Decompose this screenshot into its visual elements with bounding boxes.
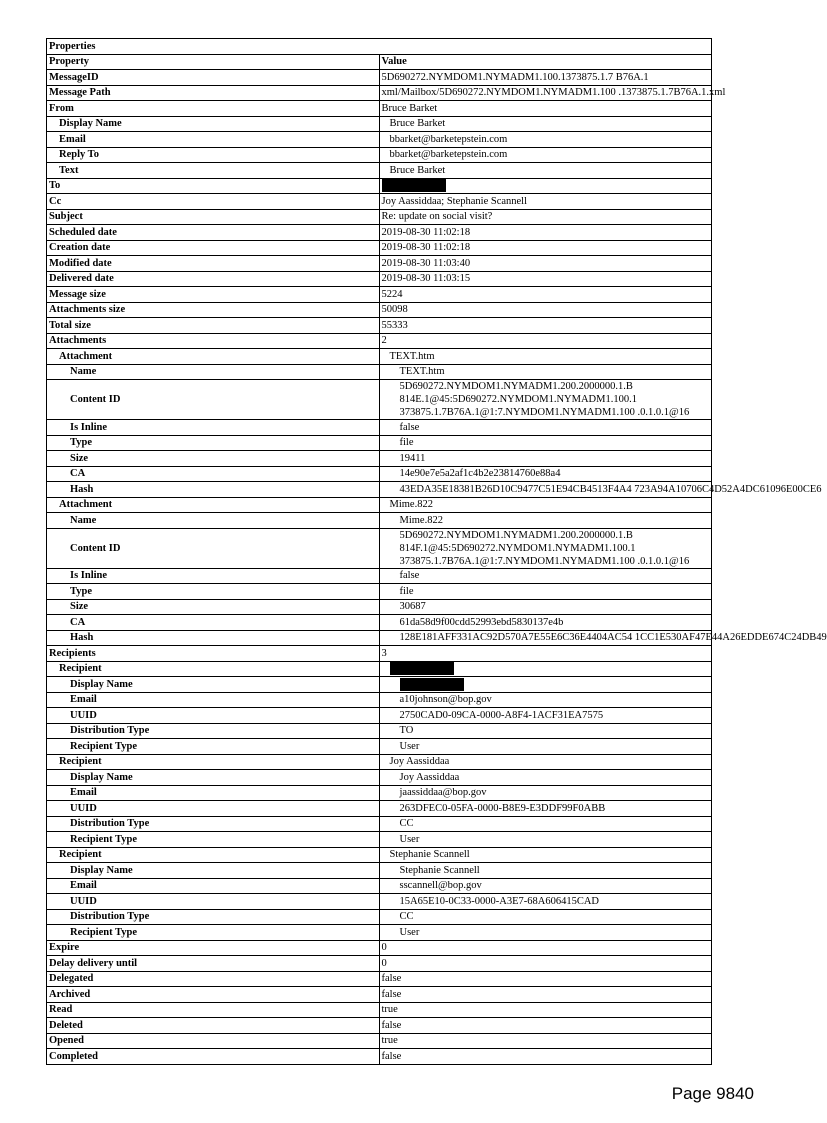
property-value: TEXT.htm: [379, 349, 712, 365]
property-label: Deleted: [47, 1018, 380, 1034]
table-row: [47, 646, 712, 662]
property-label: Delay delivery until: [47, 956, 380, 972]
property-value: TO: [379, 723, 712, 739]
header-property: Property: [47, 54, 380, 70]
property-value: Bruce Barket: [379, 101, 712, 117]
property-value: Bruce Barket: [379, 116, 712, 132]
property-label: Message size: [47, 287, 380, 303]
table-row: [47, 194, 712, 210]
property-value: false: [379, 420, 712, 436]
table-row: [47, 163, 712, 179]
property-value: 0: [379, 940, 712, 956]
property-value: CC: [379, 909, 712, 925]
property-value: 61da58d9f00cdd52993ebd5830137e4b: [379, 615, 712, 631]
content-id-line: 814E.1@45:5D690272.NYMDOM1.NYMADM1.100.1: [399, 394, 637, 405]
table-row: [47, 466, 712, 482]
property-label: Modified date: [47, 256, 380, 272]
table-row: [47, 754, 712, 770]
table-row: [47, 940, 712, 956]
property-value: User: [379, 739, 712, 755]
table-row: [47, 528, 712, 568]
content-id-line: 373875.1.7B76A.1@1:7.NYMDOM1.NYMADM1.100 .0.1.0.1@16: [399, 407, 690, 418]
property-label: Display Name: [47, 116, 380, 132]
property-label: Cc: [47, 194, 380, 210]
property-label: CA: [47, 615, 380, 631]
property-label: Email: [47, 785, 380, 801]
table-row: [47, 677, 712, 693]
property-label: Recipient Type: [47, 925, 380, 941]
table-row: [47, 101, 712, 117]
property-label: Attachment: [47, 349, 380, 365]
table-row: [47, 380, 712, 420]
property-label: Display Name: [47, 863, 380, 879]
property-label: UUID: [47, 708, 380, 724]
table-row: [47, 349, 712, 365]
property-label: UUID: [47, 894, 380, 910]
table-row: [47, 692, 712, 708]
property-value: User: [379, 925, 712, 941]
table-title-row: [47, 39, 712, 55]
table-row: [47, 147, 712, 163]
table-row: [47, 420, 712, 436]
property-label: Creation date: [47, 240, 380, 256]
property-label: Delegated: [47, 971, 380, 987]
property-value: 50098: [379, 302, 712, 318]
table-row: [47, 878, 712, 894]
property-label: Distribution Type: [47, 909, 380, 925]
property-value: a10johnson@bop.gov: [379, 692, 712, 708]
property-label: Recipient: [47, 847, 380, 863]
property-label: Recipient Type: [47, 739, 380, 755]
content-id-line: 814F.1@45:5D690272.NYMDOM1.NYMADM1.100.1: [399, 542, 636, 554]
property-label: Subject: [47, 209, 380, 225]
property-value: 55333: [379, 318, 712, 334]
table-row: [47, 1002, 712, 1018]
properties-sheet: [46, 38, 827, 1065]
property-value: jaassiddaa@bop.gov: [379, 785, 712, 801]
header-value: Value: [379, 54, 712, 70]
table-row: [47, 847, 712, 863]
property-value: CC: [379, 816, 712, 832]
table-row: [47, 482, 712, 498]
property-label: Name: [47, 513, 380, 529]
property-value: false: [379, 987, 712, 1003]
property-value: 30687: [379, 599, 712, 615]
property-value: 43EDA35E18381B26D10C9477C51E94CB4513F4A4 723A94A10706C4D52A4DC61096E00CE6: [379, 482, 712, 498]
table-row: [47, 987, 712, 1003]
property-value: [379, 380, 712, 420]
table-row: [47, 1049, 712, 1065]
property-value: [379, 677, 712, 693]
property-label: Content ID: [47, 528, 380, 568]
property-value: Stephanie Scannell: [379, 847, 712, 863]
table-row: [47, 497, 712, 513]
property-value: Bruce Barket: [379, 163, 712, 179]
property-value: Mime.822: [379, 497, 712, 513]
content-id-line: 5D690272.NYMDOM1.NYMADM1.200.2000000.1.B: [399, 381, 633, 392]
table-row: [47, 1018, 712, 1034]
property-value: [379, 528, 712, 568]
table-row: [47, 739, 712, 755]
property-value: 2019-08-30 11:02:18: [379, 225, 712, 241]
table-row: [47, 333, 712, 349]
property-label: Scheduled date: [47, 225, 380, 241]
property-value: 2750CAD0-09CA-0000-A8F4-1ACF31EA7575: [379, 708, 712, 724]
property-value: 2: [379, 333, 712, 349]
table-row: [47, 132, 712, 148]
redaction-block: [400, 678, 464, 691]
property-label: MessageID: [47, 70, 380, 86]
property-value: 5D690272.NYMDOM1.NYMADM1.100.1373875.1.7 B76A.1: [379, 70, 712, 86]
property-label: Read: [47, 1002, 380, 1018]
property-label: Email: [47, 878, 380, 894]
table-row: [47, 256, 712, 272]
property-value: false: [379, 971, 712, 987]
property-value: false: [379, 568, 712, 584]
property-label: Size: [47, 599, 380, 615]
property-value: sscannell@bop.gov: [379, 878, 712, 894]
property-label: Opened: [47, 1033, 380, 1049]
content-id-line: 5D690272.NYMDOM1.NYMADM1.200.2000000.1.B: [399, 529, 633, 541]
properties-table: [46, 38, 827, 1065]
table-row: [47, 832, 712, 848]
property-value: Joy Aassiddaa: [379, 770, 712, 786]
property-value: 5224: [379, 287, 712, 303]
property-value: TEXT.htm: [379, 364, 712, 380]
property-value: Re: update on social visit?: [379, 209, 712, 225]
table-row: [47, 271, 712, 287]
header-row: [47, 54, 712, 70]
table-row: [47, 178, 712, 194]
table-row: [47, 708, 712, 724]
table-row: [47, 770, 712, 786]
table-row: [47, 240, 712, 256]
property-value: 2019-08-30 11:03:15: [379, 271, 712, 287]
property-label: To: [47, 178, 380, 194]
property-label: Distribution Type: [47, 816, 380, 832]
property-label: From: [47, 101, 380, 117]
property-value: User: [379, 832, 712, 848]
property-value: false: [379, 1018, 712, 1034]
property-label: Recipient Type: [47, 832, 380, 848]
property-label: Display Name: [47, 677, 380, 693]
table-row: [47, 723, 712, 739]
table-row: [47, 630, 712, 646]
property-label: Reply To: [47, 147, 380, 163]
content-id-line: 373875.1.7B76A.1@1:7.NYMDOM1.NYMADM1.100 .0.1.0.1@16: [399, 555, 690, 567]
property-value: 15A65E10-0C33-0000-A3E7-68A606415CAD: [379, 894, 712, 910]
table-row: [47, 287, 712, 303]
property-label: Completed: [47, 1049, 380, 1065]
table-row: [47, 615, 712, 631]
property-label: Text: [47, 163, 380, 179]
table-row: [47, 513, 712, 529]
table-row: [47, 785, 712, 801]
property-value: bbarket@barketepstein.com: [379, 132, 712, 148]
table-row: [47, 801, 712, 817]
table-row: [47, 318, 712, 334]
table-row: [47, 85, 712, 101]
table-row: [47, 863, 712, 879]
redaction-block: [390, 662, 454, 675]
table-row: [47, 70, 712, 86]
table-row: [47, 894, 712, 910]
property-value: true: [379, 1033, 712, 1049]
redaction-block: [382, 179, 446, 192]
property-label: Type: [47, 435, 380, 451]
property-value: Joy Aassiddaa: [379, 754, 712, 770]
table-row: [47, 816, 712, 832]
property-value: [379, 661, 712, 677]
property-label: Recipient: [47, 754, 380, 770]
table-row: [47, 116, 712, 132]
property-label: Type: [47, 584, 380, 600]
table-title: Properties: [47, 39, 712, 55]
property-label: Hash: [47, 482, 380, 498]
table-row: [47, 225, 712, 241]
property-value: 2019-08-30 11:02:18: [379, 240, 712, 256]
property-label: Total size: [47, 318, 380, 334]
property-value: 14e90e7e5a2af1c4b2e23814760e88a4: [379, 466, 712, 482]
property-value: true: [379, 1002, 712, 1018]
property-value: Mime.822: [379, 513, 712, 529]
property-value: 2019-08-30 11:03:40: [379, 256, 712, 272]
property-label: Attachment: [47, 497, 380, 513]
property-label: Archived: [47, 987, 380, 1003]
table-row: [47, 599, 712, 615]
property-label: Delivered date: [47, 271, 380, 287]
table-row: [47, 209, 712, 225]
property-label: Size: [47, 451, 380, 467]
table-row: [47, 435, 712, 451]
property-value: 128E181AFF331AC92D570A7E55E6C36E4404AC54 1CC1E530AF47E44A26EDDE674C24DB49: [379, 630, 712, 646]
property-label: Recipients: [47, 646, 380, 662]
property-label: Email: [47, 132, 380, 148]
table-row: [47, 568, 712, 584]
property-label: Name: [47, 364, 380, 380]
property-value: Stephanie Scannell: [379, 863, 712, 879]
property-label: Is Inline: [47, 568, 380, 584]
property-value: Joy Aassiddaa; Stephanie Scannell: [379, 194, 712, 210]
page-number: Page 9840: [671, 1084, 754, 1103]
property-label: CA: [47, 466, 380, 482]
property-label: Display Name: [47, 770, 380, 786]
table-row: [47, 364, 712, 380]
property-value: 3: [379, 646, 712, 662]
property-value: xml/Mailbox/5D690272.NYMDOM1.NYMADM1.100 .1373875.1.7B76A.1.xml: [379, 85, 712, 101]
property-label: Distribution Type: [47, 723, 380, 739]
property-label: Attachments size: [47, 302, 380, 318]
table-row: [47, 451, 712, 467]
property-label: Is Inline: [47, 420, 380, 436]
property-value: file: [379, 435, 712, 451]
table-row: [47, 956, 712, 972]
table-row: [47, 925, 712, 941]
table-row: [47, 971, 712, 987]
property-value: [379, 178, 712, 194]
property-value: 0: [379, 956, 712, 972]
property-label: Message Path: [47, 85, 380, 101]
table-row: [47, 661, 712, 677]
property-value: 19411: [379, 451, 712, 467]
property-label: Email: [47, 692, 380, 708]
property-label: Attachments: [47, 333, 380, 349]
table-row: [47, 302, 712, 318]
property-label: Expire: [47, 940, 380, 956]
property-value: bbarket@barketepstein.com: [379, 147, 712, 163]
property-label: Recipient: [47, 661, 380, 677]
table-row: [47, 1033, 712, 1049]
property-value: file: [379, 584, 712, 600]
property-value: false: [379, 1049, 712, 1065]
table-row: [47, 909, 712, 925]
property-label: Content ID: [47, 380, 380, 420]
property-label: UUID: [47, 801, 380, 817]
property-value: 263DFEC0-05FA-0000-B8E9-E3DDF99F0ABB: [379, 801, 712, 817]
table-row: [47, 584, 712, 600]
property-label: Hash: [47, 630, 380, 646]
